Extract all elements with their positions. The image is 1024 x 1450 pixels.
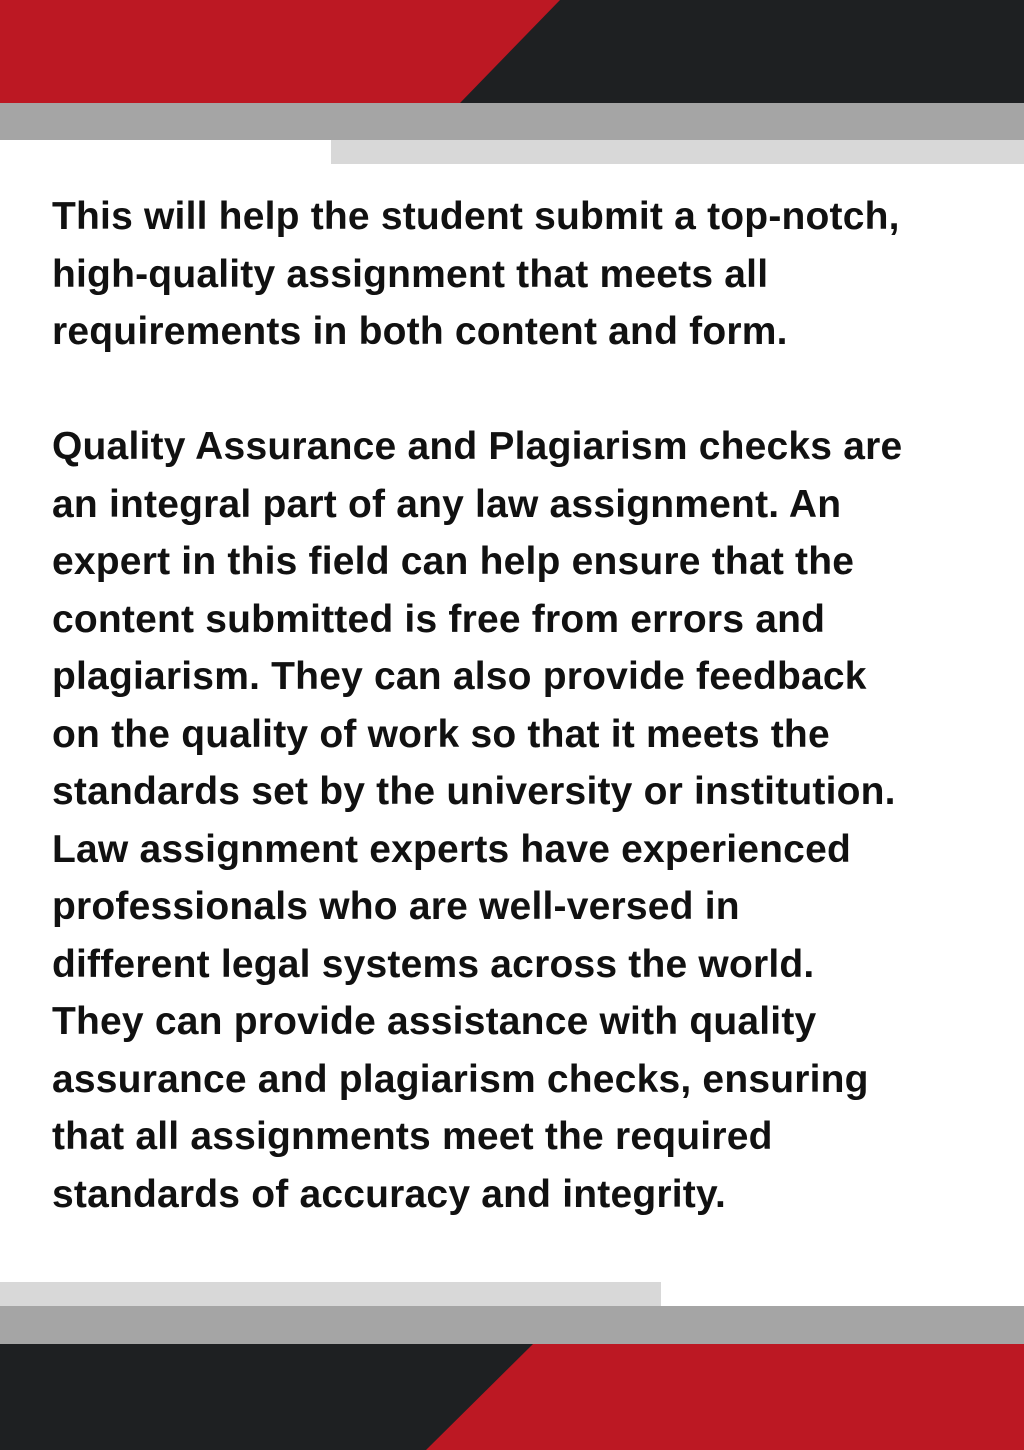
text-line: different legal systems across the world. [52,942,815,986]
paragraph-quality-assurance [52,418,982,1223]
text-line: assurance and plagiarism checks, ensuring [52,1057,869,1101]
text-line: requirements in both content and form. [52,310,788,353]
bottom-gray-stripe [0,1306,1024,1344]
text-line: expert in this field can help ensure that the [52,540,855,583]
text-line: professionals who are well-versed in [52,885,740,928]
text-line: They can provide assistance with quality [52,1000,817,1043]
top-light-gray-stripe [331,140,1024,164]
text-line: Law assignment experts have experienced [52,827,851,871]
text-line: content submitted is free from errors and [52,597,826,641]
bottom-light-gray-stripe [0,1282,661,1306]
text-line: Quality Assurance and Plagiarism checks are [52,425,903,468]
top-decorative-band [0,0,1024,170]
text-line: standards set by the university or institution. [52,770,896,813]
text-line: This will help the student submit a top-notch, [52,195,900,238]
document-body [52,188,982,1223]
top-gray-stripe [0,103,1024,140]
text-line: high-quality assignment that meets all [52,252,769,296]
paragraph-intro [52,188,982,361]
text-line: an integral part of any law assignment. An [52,482,842,526]
text-line: plagiarism. They can also provide feedback [52,655,867,698]
text-line: standards of accuracy and integrity. [52,1172,727,1216]
text-line: on the quality of work so that it meets the [52,712,830,756]
bottom-decorative-band [0,1282,1024,1450]
text-line: that all assignments meet the required [52,1115,773,1158]
